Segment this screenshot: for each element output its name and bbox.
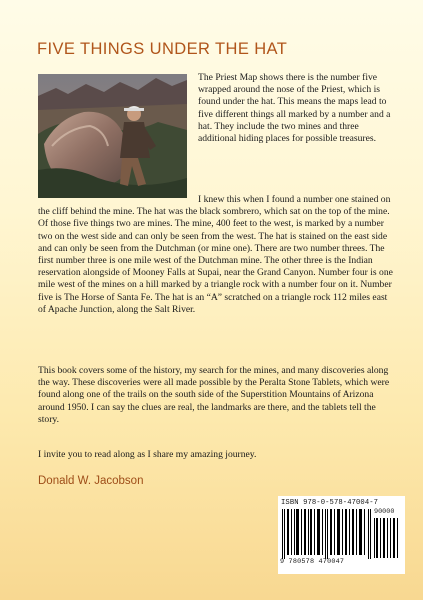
- author-with-rock-photo-icon: [38, 74, 187, 198]
- book-summary-paragraph: This book covers some of the history, my search for the mines, and many discoveries along the way. These discoveries were all made possible by the Peralta Stone Tablets, which were found along one of the trails on the south side of the Superstition Mountains of Arizona around 1950. I can say the clues are real, the landmarks are there, and the tablets tell the story.: [38, 365, 390, 425]
- author-photo: [38, 74, 187, 198]
- isbn-label: ISBN 978-0-578-47004-7: [281, 499, 379, 507]
- page-title: FIVE THINGS UNDER THE HAT: [37, 40, 288, 58]
- story-paragraph-lead: I knew this when I found a number one stained on the cliff behind the mine.: [38, 194, 391, 218]
- barcode-digits: 9 780578 470047: [280, 558, 345, 566]
- ean-barcode-bars: [282, 509, 372, 559]
- barcode: [278, 496, 405, 574]
- price-barcode-bars: [374, 518, 400, 558]
- story-paragraph: [38, 194, 395, 316]
- invitation-paragraph: I invite you to read along as I share my amazing journey.: [38, 449, 257, 460]
- intro-paragraph: The Priest Map shows there is the number five wrapped around the nose of the Priest, which is found under the hat. This means the maps lead to five different things all marked by a number and a hat. They include the two mines and three additional hiding places for possible treasures.: [198, 72, 391, 145]
- story-paragraph-body: The hat was the black sombrero, which sat on the top of the mine. Of those five things two are mines. The mine, 400 feet to the west, is marked by a number two on the west side and can only be seen from the west. The hat is stained on the east side and can only be seen from the Dutchman (or mine one). There are two number threes. The first number three is one mile west of the Dutchman mine. The other three is the Indian reservation alongside of Mooney Falls at Supai, near the Grand Canyon. Number four is one mile west of the mines on a hill marked by a triangle rock with a number four on it. Number five is The Horse of Santa Fe. The hat is an “A” scratched on a triangle rock 112 miles east of Apache Junction, along the Salt River.: [38, 206, 393, 315]
- price-code: 90000: [374, 508, 395, 516]
- author-name: Donald W. Jacobson: [38, 475, 144, 487]
